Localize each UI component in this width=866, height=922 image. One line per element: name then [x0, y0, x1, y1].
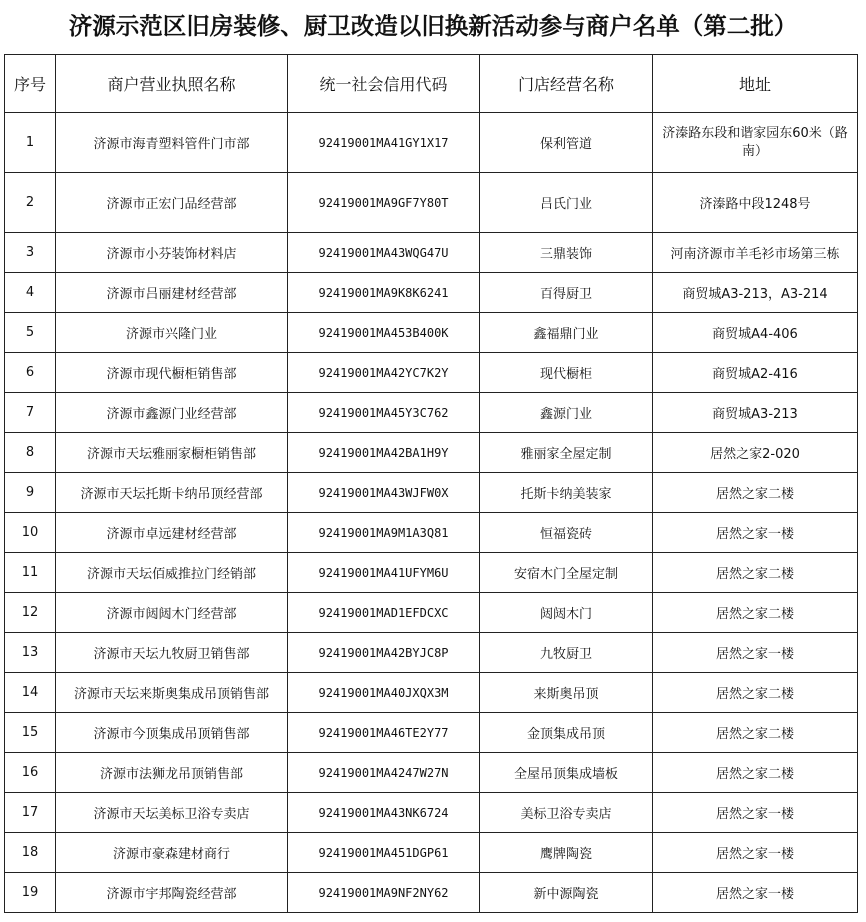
cell-address: 商贸城A4-406	[653, 313, 858, 353]
cell-no: 6	[5, 353, 56, 393]
cell-no: 4	[5, 273, 56, 313]
cell-no: 1	[5, 113, 56, 173]
cell-credit-code: 92419001MA42YC7K2Y	[288, 353, 480, 393]
cell-credit-code: 92419001MA9NF2NY62	[288, 873, 480, 913]
cell-store-name: 金顶集成吊顶	[480, 713, 653, 753]
cell-address: 商贸城A3-213，A3-214	[653, 273, 858, 313]
cell-address: 居然之家二楼	[653, 753, 858, 793]
cell-no: 9	[5, 473, 56, 513]
cell-store-name: 鑫福鼎门业	[480, 313, 653, 353]
cell-store-name: 恒福瓷砖	[480, 513, 653, 553]
cell-business-name: 济源市天坛佰威推拉门经销部	[56, 553, 288, 593]
cell-no: 19	[5, 873, 56, 913]
cell-credit-code: 92419001MA46TE2Y77	[288, 713, 480, 753]
header-address: 地址	[653, 55, 858, 113]
cell-store-name: 鑫源门业	[480, 393, 653, 433]
cell-store-name: 全屋吊顶集成墙板	[480, 753, 653, 793]
cell-business-name: 济源市鑫源门业经营部	[56, 393, 288, 433]
cell-address: 商贸城A2-416	[653, 353, 858, 393]
cell-no: 5	[5, 313, 56, 353]
cell-address: 河南济源市羊毛衫市场第三栋	[653, 233, 858, 273]
table-row	[5, 633, 858, 673]
cell-address: 居然之家一楼	[653, 513, 858, 553]
cell-store-name: 保利管道	[480, 113, 653, 173]
cell-business-name: 济源市天坛托斯卡纳吊顶经营部	[56, 473, 288, 513]
cell-business-name: 济源市正宏门品经营部	[56, 173, 288, 233]
cell-no: 17	[5, 793, 56, 833]
cell-no: 12	[5, 593, 56, 633]
table-row	[5, 113, 858, 173]
header-credit-code: 统一社会信用代码	[288, 55, 480, 113]
cell-credit-code: 92419001MA4247W27N	[288, 753, 480, 793]
table-row	[5, 673, 858, 713]
cell-business-name: 济源市兴隆门业	[56, 313, 288, 353]
cell-business-name: 济源市天坛九牧厨卫销售部	[56, 633, 288, 673]
cell-business-name: 济源市天坛来斯奥集成吊顶销售部	[56, 673, 288, 713]
cell-store-name: 现代橱柜	[480, 353, 653, 393]
cell-no: 13	[5, 633, 56, 673]
cell-no: 18	[5, 833, 56, 873]
cell-address: 居然之家一楼	[653, 793, 858, 833]
cell-business-name: 济源市海青塑料管件门市部	[56, 113, 288, 173]
cell-business-name: 济源市卓远建材经营部	[56, 513, 288, 553]
cell-credit-code: 92419001MAD1EFDCXC	[288, 593, 480, 633]
cell-no: 3	[5, 233, 56, 273]
table-row	[5, 593, 858, 633]
cell-no: 2	[5, 173, 56, 233]
cell-credit-code: 92419001MA42BYJC8P	[288, 633, 480, 673]
cell-address: 居然之家一楼	[653, 633, 858, 673]
cell-business-name: 济源市法狮龙吊顶销售部	[56, 753, 288, 793]
cell-no: 16	[5, 753, 56, 793]
cell-credit-code: 92419001MA9GF7Y80T	[288, 173, 480, 233]
table-row	[5, 353, 858, 393]
cell-store-name: 新中源陶瓷	[480, 873, 653, 913]
cell-store-name: 安宿木门全屋定制	[480, 553, 653, 593]
cell-no: 7	[5, 393, 56, 433]
cell-address: 居然之家二楼	[653, 553, 858, 593]
table-row	[5, 553, 858, 593]
cell-address: 居然之家二楼	[653, 473, 858, 513]
cell-credit-code: 92419001MA9K8K6241	[288, 273, 480, 313]
merchant-table	[4, 54, 858, 913]
header-no: 序号	[5, 55, 56, 113]
cell-address: 商贸城A3-213	[653, 393, 858, 433]
cell-store-name: 百得厨卫	[480, 273, 653, 313]
cell-address: 济溱路东段和谐家园东60米（路南）	[653, 113, 858, 173]
cell-store-name: 鹰牌陶瓷	[480, 833, 653, 873]
cell-no: 14	[5, 673, 56, 713]
cell-business-name: 济源市小芬装饰材料店	[56, 233, 288, 273]
cell-credit-code: 92419001MA41GY1X17	[288, 113, 480, 173]
cell-store-name: 来斯奥吊顶	[480, 673, 653, 713]
cell-business-name: 济源市现代橱柜销售部	[56, 353, 288, 393]
cell-store-name: 三鼎装饰	[480, 233, 653, 273]
cell-credit-code: 92419001MA453B400K	[288, 313, 480, 353]
cell-address: 居然之家二楼	[653, 673, 858, 713]
table-row	[5, 793, 858, 833]
table-row	[5, 753, 858, 793]
cell-credit-code: 92419001MA41UFYM6U	[288, 553, 480, 593]
table-row	[5, 473, 858, 513]
cell-address: 居然之家一楼	[653, 873, 858, 913]
cell-credit-code: 92419001MA42BA1H9Y	[288, 433, 480, 473]
table-row	[5, 833, 858, 873]
cell-business-name: 济源市闼闼木门经营部	[56, 593, 288, 633]
table-header-row	[5, 55, 858, 113]
cell-address: 居然之家一楼	[653, 833, 858, 873]
table-row	[5, 233, 858, 273]
table-row	[5, 713, 858, 753]
table-row	[5, 873, 858, 913]
cell-store-name: 美标卫浴专卖店	[480, 793, 653, 833]
header-business-name: 商户营业执照名称	[56, 55, 288, 113]
cell-credit-code: 92419001MA43WQG47U	[288, 233, 480, 273]
cell-store-name: 吕氏门业	[480, 173, 653, 233]
cell-no: 11	[5, 553, 56, 593]
cell-address: 济溱路中段1248号	[653, 173, 858, 233]
cell-business-name: 济源市豪森建材商行	[56, 833, 288, 873]
table-row	[5, 273, 858, 313]
table-row	[5, 513, 858, 553]
cell-business-name: 济源市宇邦陶瓷经营部	[56, 873, 288, 913]
header-store-name: 门店经营名称	[480, 55, 653, 113]
cell-address: 居然之家二楼	[653, 713, 858, 753]
cell-address: 居然之家二楼	[653, 593, 858, 633]
cell-address: 居然之家2-020	[653, 433, 858, 473]
cell-business-name: 济源市天坛雅丽家橱柜销售部	[56, 433, 288, 473]
cell-credit-code: 92419001MA43WJFW0X	[288, 473, 480, 513]
cell-credit-code: 92419001MA45Y3C762	[288, 393, 480, 433]
cell-store-name: 雅丽家全屋定制	[480, 433, 653, 473]
cell-credit-code: 92419001MA40JXQX3M	[288, 673, 480, 713]
table-row	[5, 393, 858, 433]
cell-store-name: 托斯卡纳美装家	[480, 473, 653, 513]
cell-store-name: 九牧厨卫	[480, 633, 653, 673]
cell-business-name: 济源市天坛美标卫浴专卖店	[56, 793, 288, 833]
cell-credit-code: 92419001MA451DGP61	[288, 833, 480, 873]
cell-no: 10	[5, 513, 56, 553]
cell-no: 15	[5, 713, 56, 753]
cell-no: 8	[5, 433, 56, 473]
cell-credit-code: 92419001MA43NK6724	[288, 793, 480, 833]
cell-credit-code: 92419001MA9M1A3Q81	[288, 513, 480, 553]
cell-business-name: 济源市今顶集成吊顶销售部	[56, 713, 288, 753]
cell-business-name: 济源市吕丽建材经营部	[56, 273, 288, 313]
table-row	[5, 433, 858, 473]
table-row	[5, 313, 858, 353]
page-title: 济源示范区旧房装修、厨卫改造以旧换新活动参与商户名单（第二批）	[68, 12, 798, 40]
table-row	[5, 173, 858, 233]
cell-store-name: 闼闼木门	[480, 593, 653, 633]
